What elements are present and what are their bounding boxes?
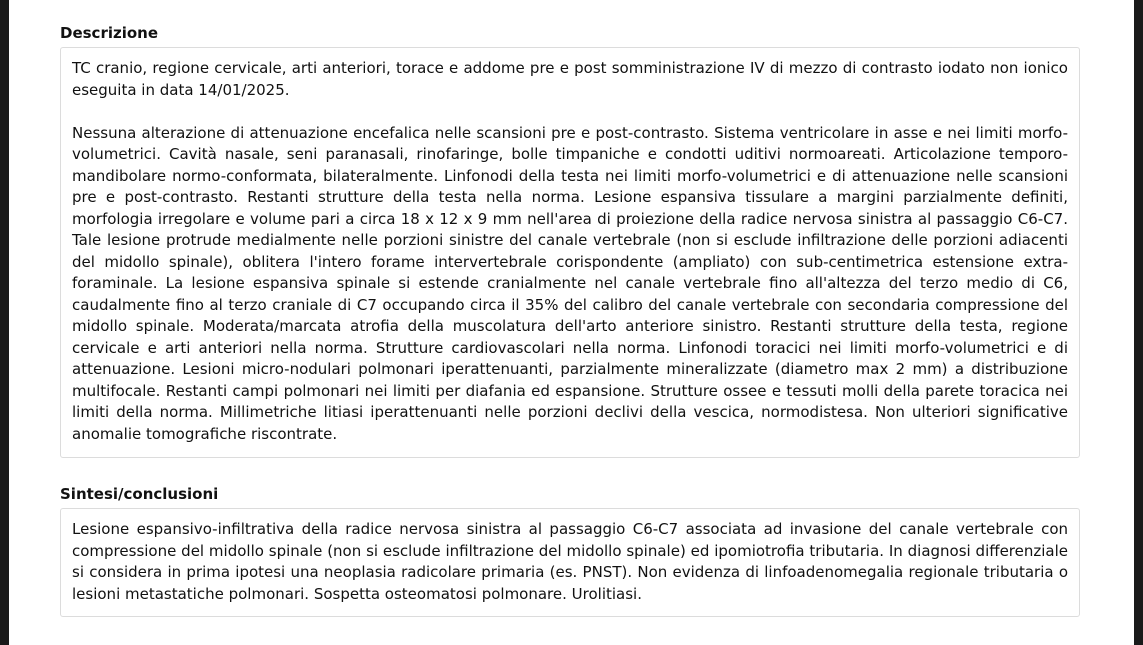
- descrizione-heading: Descrizione: [60, 24, 159, 42]
- sintesi-paragraph: Lesione espansivo-infiltrativa della radice nervosa sinistra al passaggio C6-C7 associata ad invasione del canale vertebrale con compressione del midollo spinale (non si esclude infiltrazione del midollo spinale) ed ipomiotrofia tributaria. In diagnosi differenziale si considera in prima ipotesi una neoplasia radicolare primaria (es. PNST). Non evidenza di linfoadenomegalia regionale tributaria o lesioni metastatiche polmonari. Sospetta osteomatosi polmonare. Urolitiasi.: [72, 520, 1068, 603]
- descrizione-box: [60, 47, 1080, 458]
- sintesi-heading: Sintesi/conclusioni: [60, 485, 219, 503]
- report-page: [9, 0, 1134, 645]
- sintesi-box: [60, 508, 1080, 617]
- descrizione-paragraph: TC cranio, regione cervicale, arti anteriori, torace e addome pre e post somministrazione IV di mezzo di contrasto iodato non ionico eseguita in data 14/01/2025.: [72, 59, 1068, 99]
- descrizione-paragraph: Nessuna alterazione di attenuazione encefalica nelle scansioni pre e post-contrasto. Sistema ventricolare in asse e nei limiti morfo-volumetrici. Cavità nasale, seni paranasali, rinofaringe, bolle timpaniche e condotti uditivi normoareati. Articolazione temporo-mandibolare normo-conformata, bilateralmente. Linfonodi della testa nei limiti morfo-volumetrici e di attenuazione nelle scansioni pre e post-contrasto. Restanti strutture della testa nella norma. Lesione espansiva tissulare a margini parzialmente definiti, morfologia irregolare e volume pari a circa 18 x 12 x 9 mm nell'area di proiezione della radice nervosa sinistra al passaggio C6-C7. Tale lesione protrude medialmente nelle porzioni sinistre del canale vertebrale (non si esclude infiltrazione delle porzioni adiacenti del midollo spinale), oblitera l'intero forame intervertebrale corispondente (ampliato) con sub-centimetrica estensione extra-foraminale. La lesione espansiva spinale si estende cranialmente nel canale vertebrale fino all'altezza del terzo medio di C6, caudalmente fino al terzo craniale di C7 occupando circa il 35% del calibro del canale vertebrale con secondaria compressione del midollo spinale. Moderata/marcata atrofia della muscolatura dell'arto anteriore sinistro. Restanti strutture della testa, regione cervicale e arti anteriori nella norma. Strutture cardiovascolari nella norma. Linfonodi toracici nei limiti morfo-volumetrici e di attenuazione. Lesioni micro-nodulari polmonari iperattenuanti, parzialmente mineralizzate (diametro max 2 mm) a distribuzione multifocale. Restanti campi polmonari nei limiti per diafania ed espansione. Strutture ossee e tessuti molli della parete toracica nei limiti della norma. Millimetriche litiasi iperattenuanti nelle porzioni declivi della vescica, normodistesa. Non ulteriori significative anomalie tomografiche riscontrate.: [72, 123, 1068, 443]
